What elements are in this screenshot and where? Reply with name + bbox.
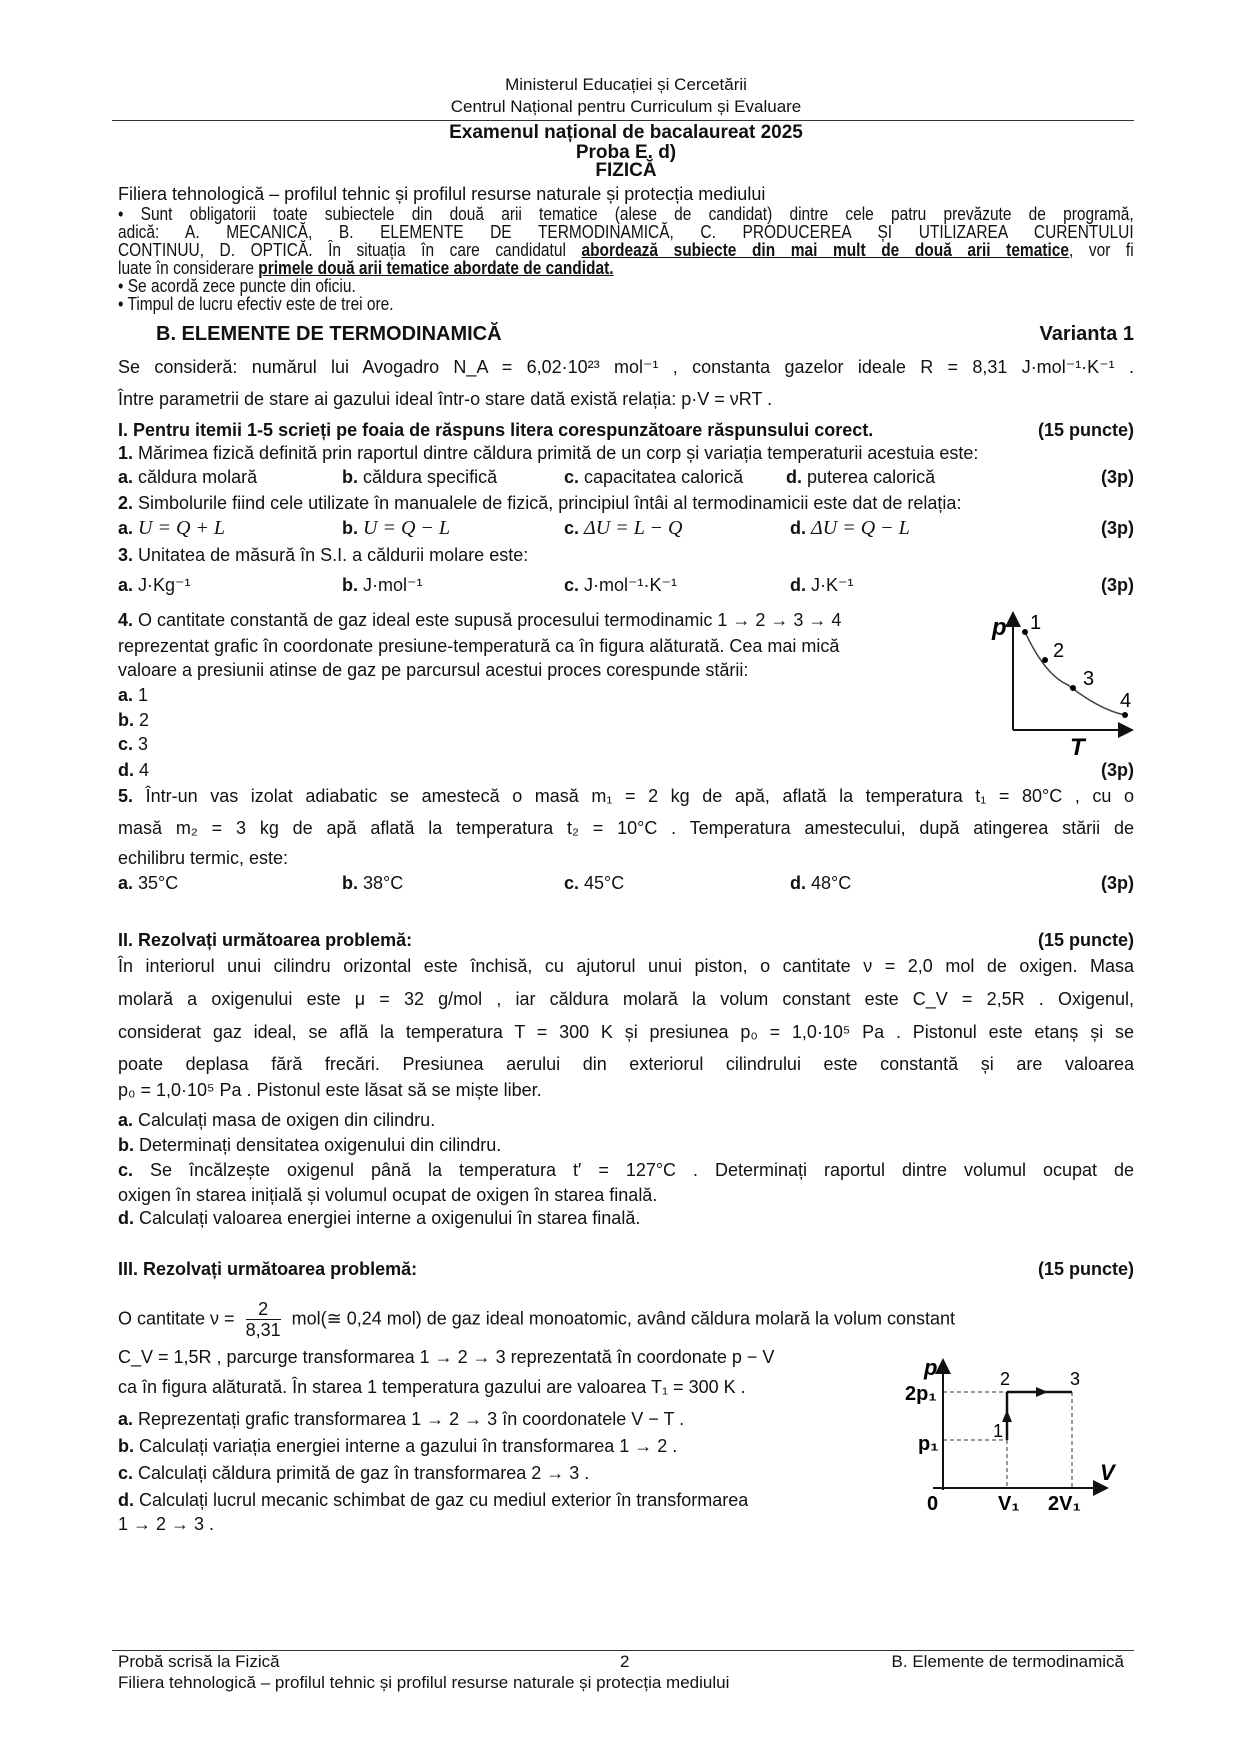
l: b. [342, 518, 358, 538]
pts: (15 puncte) [1037, 420, 1134, 440]
point-label: 1 [1030, 612, 1042, 634]
footer-row [118, 1651, 1134, 1673]
n: 5. [118, 786, 134, 806]
l: d. [786, 467, 802, 487]
q4-c [118, 733, 1134, 755]
s2-header [118, 929, 1134, 951]
exam-title: Examenul național de bacalaureat 2025 [449, 122, 803, 143]
arrow-icon [1036, 1387, 1048, 1397]
t: Calculați valoarea energiei interne a oxigenului în starea finală. [139, 1208, 641, 1228]
t: mol(≅ 0,24 mol) de gaz ideal monoatomic, având căldura molară la volum constant [291, 1308, 956, 1329]
q4-a [118, 684, 1134, 706]
s2-l2: molară a oxigenului este μ = 32 g/mol , iar căldura molară la volum constant este C_V = 2,5R . Oxigenul, [118, 989, 1134, 1009]
q1 [118, 442, 1134, 464]
option-d[interactable]: 48°C [811, 873, 852, 893]
l: a. [118, 685, 134, 705]
l: c. [118, 734, 134, 754]
x-label: V [1100, 1460, 1115, 1485]
n: 2. [118, 493, 134, 513]
pts: (15 puncte) [1037, 1259, 1134, 1279]
variant: Varianta 1 [1039, 323, 1134, 345]
s3-header [118, 1258, 1134, 1280]
q5-l2: masă m₂ = 3 kg de apă aflată la temperatura t₂ = 10°C . Temperatura amestecului, după atingerea stării de [118, 818, 1134, 838]
l: d. [118, 1208, 134, 1228]
l: b. [118, 1436, 134, 1456]
s2-l5: p₀ = 1,0·10⁵ Pa . Pistonul este lăsat să se miște liber. [118, 1080, 542, 1100]
pts: (3p) [1101, 873, 1134, 893]
option-d[interactable]: puterea calorică [807, 467, 936, 487]
t: Calculați variația energiei interne a gazului în transformarea 1 → 2 . [139, 1436, 678, 1456]
state-point [1022, 629, 1028, 635]
l: b. [118, 710, 134, 730]
option-a[interactable]: 35°C [138, 873, 179, 893]
l: b. [342, 575, 358, 595]
s2-l4: poate deplasa fără frecări. Presiunea aerului din exteriorul cilindrului este constantă și are valoarea [118, 1054, 1134, 1074]
t: luate în considerare [118, 258, 259, 278]
s3-l3: ca în figura alăturată. În starea 1 temperatura gazului are valoarea T₁ = 300 K . [118, 1377, 746, 1397]
l: c. [118, 1160, 134, 1180]
fraction [246, 1299, 281, 1340]
s3-l2: C_V = 1,5R , parcurge transformarea 1 → 2 → 3 reprezentată în coordonate p − V [118, 1347, 775, 1367]
s2-c1 [118, 1159, 1134, 1181]
t: Într-un vas izolat adiabatic se amestecă o masă m₁ = 2 kg de apă, aflată la temperatura t₁ = 80°C , cu o [145, 786, 1134, 806]
t: Unitatea de măsură în S.I. a căldurii molare este: [138, 545, 529, 565]
s2-a [118, 1109, 1134, 1131]
t: Simbolurile fiind cele utilizate în manualele de fizică, principiul întâi al termodinamicii este dat de relația: [138, 493, 962, 513]
l: c. [564, 873, 580, 893]
q3 [118, 544, 1134, 566]
point-label: 2 [1053, 640, 1065, 662]
t: Rezolvați următoarea problemă: [143, 1259, 418, 1279]
n: 1. [118, 443, 134, 463]
tick-p1: p₁ [918, 1433, 939, 1455]
t: O cantitate constantă de gaz ideal este supusă procesului termodinamic 1 → 2 → 3 → 4 [138, 610, 842, 630]
t: O cantitate ν = [118, 1308, 235, 1329]
option-a[interactable]: căldura molară [138, 467, 258, 487]
p-t-figure [990, 605, 1140, 755]
point-label: 4 [1120, 690, 1132, 712]
option-a[interactable]: 1 [138, 685, 149, 705]
t: Determinați densitatea oxigenului din cilindru. [139, 1135, 502, 1155]
option-c[interactable]: capacitatea calorică [584, 467, 744, 487]
pts: (15 puncte) [1037, 930, 1134, 950]
l: b. [342, 467, 358, 487]
origin: 0 [927, 1493, 939, 1515]
l: d. [118, 760, 134, 780]
n: II. [118, 930, 134, 950]
option-d[interactable]: J·K⁻¹ [811, 575, 854, 595]
l: a. [118, 467, 134, 487]
y-label: p [924, 1355, 938, 1380]
n: 4. [118, 610, 134, 630]
point-label: 3 [1083, 668, 1095, 690]
pts: (3p) [1101, 575, 1134, 595]
footer-left: Probă scrisă la Fizică [118, 1652, 280, 1671]
q4-d [118, 759, 1134, 781]
s1-header [118, 419, 1134, 441]
t: CONTINUU, D. OPTICĂ. În situația în care candidatul [118, 240, 582, 260]
pts: (3p) [1101, 518, 1134, 538]
l: b. [342, 873, 358, 893]
header-rule [112, 120, 1134, 121]
instr-1: • Sunt obligatorii toate subiectele din două arii tematice (alese de candidat) dintre cele patru prevăzute de programă, [118, 204, 1134, 224]
point-label: 1 [993, 1421, 1004, 1441]
center: Centrul Național pentru Curriculum și Evaluare [450, 97, 802, 116]
l: a. [118, 575, 134, 595]
q4-l2: reprezentat grafic în coordonate presiune-temperatură ca în figura alăturată. Cea mai mică [118, 636, 840, 656]
arrow-icon [1002, 1410, 1012, 1422]
l: b. [118, 1135, 134, 1155]
y-label: p [992, 614, 1007, 641]
instr-5: • Se acordă zece puncte din oficiu. [118, 276, 356, 296]
intro-2: Între parametrii de stare ai gazului ideal într-o stare dată există relația: p·V = νRT . [118, 389, 773, 409]
l: d. [790, 873, 806, 893]
l: c. [564, 575, 580, 595]
page-number: 2 [620, 1652, 630, 1671]
instr-2: adică: A. MECANICĂ, B. ELEMENTE DE TERMODINAMICĂ, C. PRODUCEREA ȘI UTILIZAREA CURENTULUI [118, 222, 1134, 242]
state-point [1042, 657, 1048, 663]
n: I. [118, 420, 129, 440]
l: a. [118, 1110, 134, 1130]
p-v-figure [900, 1330, 1140, 1530]
t: Rezolvați următoarea problemă: [138, 930, 413, 950]
footer-track: Filiera tehnologică – profilul tehnic și profilul resurse naturale și protecția mediului [118, 1673, 730, 1692]
n: III. [118, 1259, 139, 1279]
t: , vor fi [1068, 240, 1134, 260]
option-b[interactable]: 38°C [363, 873, 404, 893]
emph: primele două arii tematice abordate de candidat. [258, 258, 614, 278]
option-b[interactable]: căldura specifică [363, 467, 498, 487]
t: Se încălzește oxigenul până la temperatura t′ = 127°C . Determinați raportul dintre volumul ocupat de [149, 1160, 1134, 1180]
s2-b [118, 1134, 1134, 1156]
l: d. [790, 518, 806, 538]
option-c[interactable]: 3 [138, 734, 149, 754]
q2 [118, 492, 1134, 514]
t: B. ELEMENTE DE TERMODINAMICĂ [156, 323, 502, 345]
t: Calculați masa de oxigen din cilindru. [138, 1110, 436, 1130]
option-b[interactable]: 2 [139, 710, 150, 730]
tick-v1: V₁ [998, 1493, 1020, 1515]
n: 3. [118, 545, 134, 565]
t: Mărimea fizică definită prin raportul dintre căldura primită de un corp și variația temperaturii acestuia este: [138, 443, 979, 463]
q4-b [118, 709, 1134, 731]
l: d. [790, 575, 806, 595]
l: a. [118, 873, 134, 893]
l: a. [118, 518, 134, 538]
option-b[interactable]: J·mol⁻¹ [363, 575, 423, 595]
option-d[interactable]: ΔU = Q − L [811, 517, 910, 539]
num: 2 [246, 1299, 281, 1320]
track: Filiera tehnologică – profilul tehnic și profilul resurse naturale și protecția mediului [118, 184, 766, 204]
t: Calculați căldura primită de gaz în transformarea 2 → 3 . [138, 1463, 590, 1483]
point-label: 3 [1070, 1369, 1081, 1389]
footer-right: B. Elemente de termodinamică [891, 1652, 1124, 1671]
process-curve [1025, 632, 1125, 715]
section-title [118, 323, 1134, 345]
state-point [1122, 712, 1128, 718]
tick-2v1: 2V₁ [1048, 1493, 1081, 1515]
emph: abordează subiecte din mai mult de două arii tematice [581, 240, 1069, 260]
subject: FIZICĂ [595, 160, 657, 181]
l: a. [118, 1409, 134, 1429]
state-point [1070, 685, 1076, 691]
q4-l1 [118, 609, 988, 631]
s2-l1: În interiorul unui cilindru orizontal este închisă, cu ajutorul unui piston, o cantitate ν = 2,0 mol de oxigen. Masa [118, 956, 1134, 976]
pts: (3p) [1101, 467, 1134, 487]
l: d. [118, 1490, 134, 1510]
option-c[interactable]: 45°C [584, 873, 625, 893]
option-a[interactable]: J·Kg⁻¹ [138, 575, 191, 595]
s2-d [118, 1207, 1134, 1229]
option-c[interactable]: J·mol⁻¹·K⁻¹ [584, 575, 678, 595]
instr-6: • Timpul de lucru efectiv este de trei ore. [118, 294, 394, 314]
q4-l3: valoare a presiunii atinse de gaz pe parcursul acestui proces corespunde stării: [118, 660, 749, 680]
ministry: Ministerul Educației și Cercetării [505, 75, 747, 94]
option-b[interactable]: U = Q − L [363, 517, 451, 539]
l: c. [564, 467, 580, 487]
den: 8,31 [245, 1320, 281, 1340]
proba: Proba E. d) [575, 142, 677, 163]
option-a[interactable]: U = Q + L [138, 517, 226, 539]
t: Calculați lucrul mecanic schimbat de gaz cu mediul exterior în transformarea [139, 1490, 749, 1510]
intro-1: Se consideră: numărul lui Avogadro N_A = 6,02·10²³ mol⁻¹ , constanta gazelor ideale R = 8,31 J·mol⁻¹·K⁻¹ . [118, 357, 1134, 377]
point-label: 2 [1000, 1369, 1011, 1389]
x-label: T [1070, 734, 1085, 755]
t: Reprezentați grafic transformarea 1 → 2 → 3 în coordonatele V − T . [138, 1409, 685, 1429]
pts: (3p) [1101, 760, 1134, 780]
l: c. [564, 518, 580, 538]
l: c. [118, 1463, 134, 1483]
tick-2p1: 2p₁ [905, 1383, 937, 1405]
q5-l3: echilibru termic, este: [118, 848, 289, 868]
option-c[interactable]: ΔU = L − Q [584, 517, 683, 539]
s2-c2: oxigen în starea inițială și volumul ocupat de oxigen în starea finală. [118, 1185, 658, 1205]
s3-d2: 1 → 2 → 3 . [118, 1514, 215, 1534]
option-d[interactable]: 4 [139, 760, 150, 780]
s2-l3: considerat gaz ideal, se află la temperatura T = 300 K și presiunea p₀ = 1,0·10⁵ Pa . Pistonul este etanș și se [118, 1022, 1134, 1042]
q5-l1 [118, 785, 1134, 807]
t: Pentru itemii 1-5 scrieți pe foaia de răspuns litera corespunzătoare răspunsului corect. [133, 420, 874, 440]
